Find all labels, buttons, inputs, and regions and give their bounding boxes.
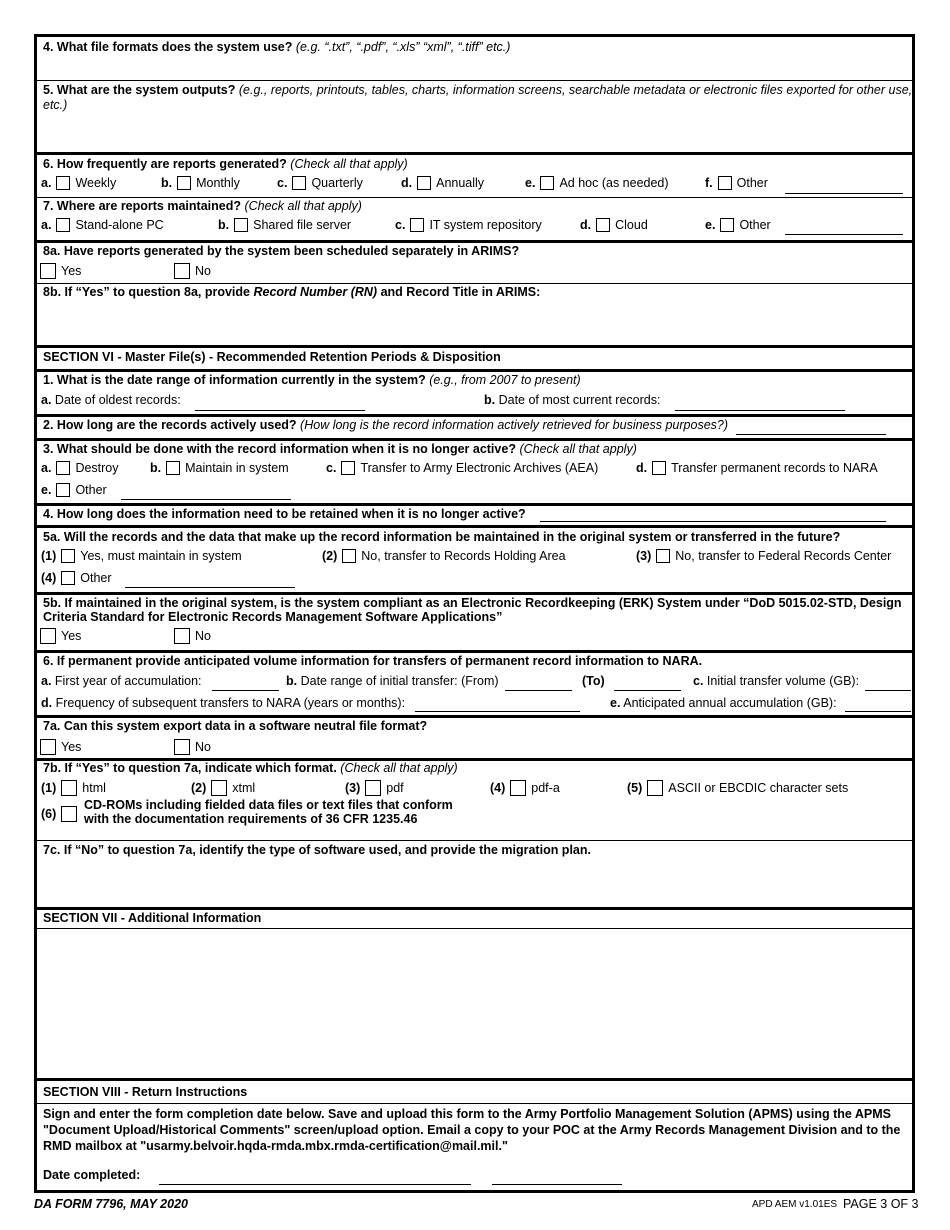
s6-question-7b — [37, 758, 912, 841]
s6q6-b: b. Date range of initial transfer: (From) — [286, 674, 499, 688]
checkbox[interactable] — [647, 780, 663, 796]
return-instructions — [37, 1104, 912, 1192]
s6q7a-option-yes[interactable]: Yes — [40, 739, 81, 755]
question-5[interactable] — [37, 80, 912, 155]
q8b-label-tail: and Record Title in ARIMS: — [377, 285, 541, 299]
to-date-field[interactable] — [614, 690, 681, 691]
active-use-field[interactable] — [736, 434, 886, 435]
s6-question-2 — [37, 417, 912, 441]
s6q1-a: a. Date of oldest records: — [41, 393, 181, 407]
s6q7b-option-ascii[interactable]: (5) ASCII or EBCDIC character sets — [627, 781, 849, 795]
q4-label: 4. What file formats does the system use? — [43, 40, 293, 54]
section-8-title: SECTION VIII - Return Instructions — [43, 1085, 248, 1099]
s6q5a-option-1[interactable]: (1) Yes, must maintain in system — [41, 549, 242, 563]
s6q2-label: 2. How long are the records actively used? — [43, 418, 297, 432]
checkbox[interactable] — [174, 739, 190, 755]
checkbox[interactable] — [56, 461, 70, 475]
s6q3-option-maintain[interactable]: b. Maintain in system — [150, 461, 289, 475]
q8a-option-yes[interactable]: Yes — [40, 263, 81, 279]
q4-note: (e.g. “.txt”, “.pdf”, “.xls” “xml”, “.tiff” etc.) — [295, 40, 511, 54]
checkbox[interactable] — [234, 218, 248, 232]
q6-other-field[interactable] — [785, 193, 903, 194]
q6-option-adhoc[interactable]: e. Ad hoc (as needed) — [525, 176, 669, 190]
s6q7b-option-xtml[interactable]: (2) xtml — [191, 781, 256, 795]
additional-information-field[interactable] — [37, 929, 912, 1081]
s6-question-3 — [37, 441, 912, 506]
cdrom-label: CD-ROMs including fielded data files or text files that conform — [84, 798, 453, 812]
s6q5b-label-cont: Criteria Standard for Electronic Records Management Software Applications” — [43, 610, 503, 624]
s6q1-label: 1. What is the date range of information currently in the system? — [43, 373, 426, 387]
checkbox[interactable] — [61, 571, 75, 585]
frequency-field[interactable] — [415, 711, 580, 712]
retention-period-field[interactable] — [540, 521, 886, 522]
s6q6-e: e. Anticipated annual accumulation (GB): — [610, 696, 837, 710]
s6q7b-option-pdfa[interactable]: (4) pdf-a — [490, 781, 560, 795]
checkbox[interactable] — [166, 461, 180, 475]
q6-option-weekly[interactable]: a. Weekly — [41, 176, 117, 190]
checkbox[interactable] — [718, 176, 732, 190]
section-8-header — [37, 1081, 912, 1104]
s6q6-to: (To) — [582, 674, 605, 688]
q7-other-field[interactable] — [785, 234, 903, 235]
s6q5a-option-2[interactable]: (2) No, transfer to Records Holding Area — [322, 549, 566, 563]
section-6-title: SECTION VI - Master File(s) - Recommended Retention Periods & Disposition — [43, 350, 501, 364]
s6q7b-option-html[interactable]: (1) html — [41, 781, 106, 795]
section-6-header — [37, 348, 912, 372]
checkbox[interactable] — [656, 549, 670, 563]
page-number: PAGE 3 OF 3 — [843, 1197, 919, 1211]
date-completed-field[interactable] — [492, 1184, 622, 1185]
q8a-label: 8a. Have reports generated by the system been scheduled separately in ARIMS? — [43, 244, 520, 258]
checkbox[interactable] — [56, 218, 70, 232]
q6-label: 6. How frequently are reports generated? — [43, 157, 287, 171]
from-date-field[interactable] — [505, 690, 572, 691]
s6q5a-label: 5a. Will the records and the data that make up the record information be maintained in the original system or transferred in the future? — [43, 530, 841, 544]
checkbox[interactable] — [510, 780, 526, 796]
annual-accumulation-field[interactable] — [845, 711, 911, 712]
q7-option-standalone-pc[interactable]: a. Stand-alone PC — [41, 218, 164, 232]
s6q5a-option-4[interactable]: (4) Other — [41, 571, 112, 585]
s6q4-label: 4. How long does the information need to be retained when it is no longer active? — [43, 507, 526, 521]
q6-note: (Check all that apply) — [290, 157, 408, 171]
checkbox[interactable] — [61, 780, 77, 796]
checkbox[interactable] — [342, 549, 356, 563]
checkbox[interactable] — [61, 806, 77, 822]
s6-question-5b — [37, 595, 912, 653]
s6q7b-label: 7b. If “Yes” to question 7a, indicate which format. — [43, 761, 337, 775]
first-year-field[interactable] — [212, 690, 279, 691]
checkbox[interactable] — [720, 218, 734, 232]
q8b-label-rn: Record Number (RN) — [253, 285, 378, 299]
s6q1-b: b. Date of most current records: — [484, 393, 661, 407]
checkbox[interactable] — [56, 483, 70, 497]
s6q7b-option-cdrom[interactable]: (6) — [41, 806, 82, 822]
checkbox[interactable] — [540, 176, 554, 190]
s6-question-7c[interactable] — [37, 840, 912, 910]
question-8a — [37, 240, 912, 284]
form-version: APD AEM v1.01ES — [752, 1199, 838, 1210]
checkbox[interactable] — [177, 176, 191, 190]
checkbox[interactable] — [596, 218, 610, 232]
checkbox[interactable] — [410, 218, 424, 232]
q7-note: (Check all that apply) — [244, 199, 362, 213]
date-completed-label: Date completed: — [43, 1168, 141, 1182]
q6-option-annually[interactable]: d. Annually — [401, 176, 485, 190]
s6q6-a: a. First year of accumulation: — [41, 674, 202, 688]
s6q5b-option-yes[interactable]: Yes — [40, 628, 81, 644]
s6q3-option-nara[interactable]: d. Transfer permanent records to NARA — [636, 461, 878, 475]
checkbox[interactable] — [652, 461, 666, 475]
form-page — [34, 34, 915, 1193]
q5-label: 5. What are the system outputs? — [43, 83, 236, 97]
section-7-header — [37, 910, 912, 929]
s6-question-1 — [37, 372, 912, 417]
oldest-records-field[interactable] — [195, 410, 365, 411]
initial-volume-field[interactable] — [865, 690, 911, 691]
checkbox[interactable] — [365, 780, 381, 796]
s6q5b-label: 5b. If maintained in the original system, is the system compliant as an Electronic Recordkeeping (ERK) System under “DoD 5015.02-STD, Design — [43, 596, 902, 610]
question-7 — [37, 197, 912, 243]
s6-question-4 — [37, 506, 912, 528]
q6-option-other[interactable]: f. Other — [705, 176, 768, 190]
s6q7a-option-no[interactable]: No — [174, 739, 211, 755]
q8b-label: 8b. If “Yes” to question 8a, provide — [43, 285, 254, 299]
q5-note-cont: etc.) — [43, 98, 68, 112]
instructions-line-2: "Document Upload/Historical Comments" screen/upload option. Email a copy to your POC at the Army Records Management Division and to the — [43, 1123, 901, 1137]
cdrom-label-cont: with the documentation requirements of 36 CFR 1235.46 — [84, 812, 418, 826]
s6q1-note: (e.g., from 2007 to present) — [429, 373, 581, 387]
s6q3-note: (Check all that apply) — [519, 442, 637, 456]
checkbox[interactable] — [40, 263, 56, 279]
s6q7b-note: (Check all that apply) — [340, 761, 458, 775]
form-number: DA FORM 7796, MAY 2020 — [34, 1197, 188, 1211]
q7-option-it-repository[interactable]: c. IT system repository — [395, 218, 542, 232]
s6-question-5a — [37, 528, 912, 595]
s6q3-option-other[interactable]: e. Other — [41, 483, 107, 497]
s6q3-option-aea[interactable]: c. Transfer to Army Electronic Archives (AEA) — [326, 461, 599, 475]
s6q5a-other-field[interactable] — [125, 587, 295, 588]
s6q6-label: 6. If permanent provide anticipated volume information for transfers of permanent record information to NARA. — [43, 654, 703, 668]
checkbox[interactable] — [40, 739, 56, 755]
q6-option-monthly[interactable]: b. Monthly — [161, 176, 240, 190]
s6q3-label: 3. What should be done with the record information when it is no longer active? — [43, 442, 516, 456]
s6q7a-label: 7a. Can this system export data in a software neutral file format? — [43, 719, 428, 733]
q7-option-cloud[interactable]: d. Cloud — [580, 218, 648, 232]
checkbox[interactable] — [56, 176, 70, 190]
checkbox[interactable] — [292, 176, 306, 190]
s6q3-other-field[interactable] — [121, 499, 291, 500]
s6q6-c: c. Initial transfer volume (GB): — [693, 674, 860, 688]
s6q6-d: d. Frequency of subsequent transfers to NARA (years or months): — [41, 696, 406, 710]
s6-question-7a — [37, 718, 912, 761]
checkbox[interactable] — [341, 461, 355, 475]
s6q7b-option-pdf[interactable]: (3) pdf — [345, 781, 404, 795]
question-4 — [37, 37, 912, 81]
q6-option-quarterly[interactable]: c. Quarterly — [277, 176, 363, 190]
checkbox[interactable] — [417, 176, 431, 190]
q7-option-shared-file-server[interactable]: b. Shared file server — [218, 218, 352, 232]
current-records-field[interactable] — [675, 410, 845, 411]
s6q5a-option-3[interactable]: (3) No, transfer to Federal Records Center — [636, 549, 892, 563]
q8a-option-no[interactable]: No — [174, 263, 211, 279]
signature-field[interactable] — [159, 1184, 471, 1185]
checkbox[interactable] — [211, 780, 227, 796]
s6q2-note: (How long is the record information actively retrieved for business purposes?) — [300, 418, 729, 432]
checkbox[interactable] — [40, 628, 56, 644]
s6q7c-label: 7c. If “No” to question 7a, identify the type of software used, and provide the migration plan. — [43, 843, 591, 857]
s6-question-6 — [37, 653, 912, 718]
instructions-line-3: RMD mailbox at "usarmy.belvoir.hqda-rmda.mbx.rmda-certification@mail.mil." — [43, 1139, 508, 1153]
s6q3-option-destroy[interactable]: a. Destroy — [41, 461, 119, 475]
q7-option-other[interactable]: e. Other — [705, 218, 771, 232]
q5-note: (e.g., reports, printouts, tables, charts, information screens, searchable metadata or electronic files exported for other use, — [238, 83, 913, 97]
checkbox[interactable] — [174, 628, 190, 644]
checkbox[interactable] — [61, 549, 75, 563]
q7-label: 7. Where are reports maintained? — [43, 199, 241, 213]
section-7-title: SECTION VII - Additional Information — [43, 911, 262, 925]
s6q5b-option-no[interactable]: No — [174, 628, 211, 644]
question-8b[interactable] — [37, 283, 912, 348]
checkbox[interactable] — [174, 263, 190, 279]
question-6 — [37, 155, 912, 198]
instructions-line-1: Sign and enter the form completion date below. Save and upload this form to the Army Portfolio Management Solution (APMS) using the APMS — [43, 1107, 891, 1121]
